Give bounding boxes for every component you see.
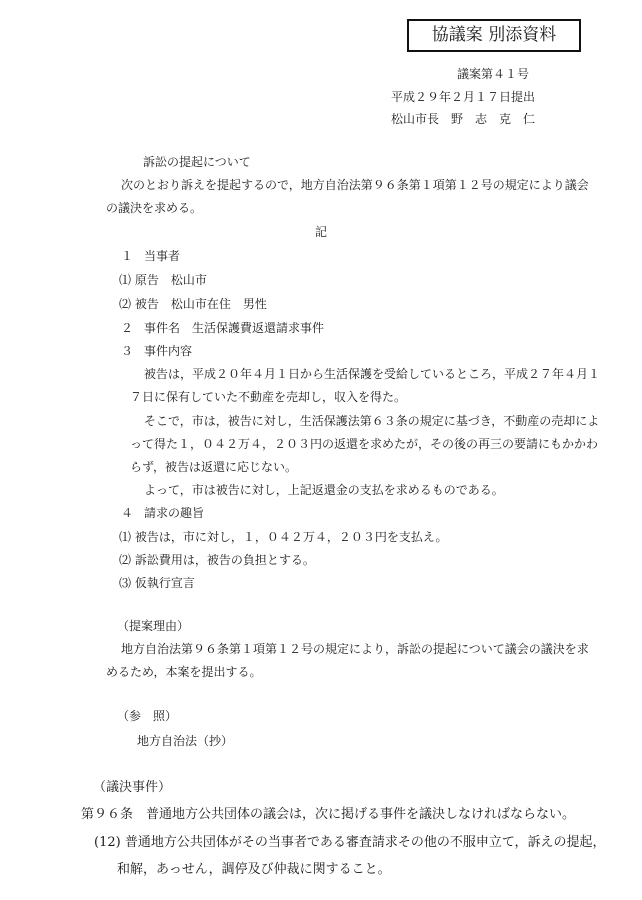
content-line: そこで，市は，被告に対し，生活保護法第６３条の規定に基づき，不動産の売却によ	[144, 414, 600, 428]
section-number: ２	[121, 321, 134, 335]
reference-heading: （参 照）	[117, 709, 178, 723]
reason-line: めるため，本案を提出する。	[106, 665, 262, 679]
excerpt-article: 第９６条 普通地方公共団体の議会は，次に掲げる事件を議決しなければならない。	[81, 807, 576, 822]
section-number: ４	[121, 506, 134, 520]
reason-line: 地方自治法第９６条第１項第１２号の規定により，訴訟の提起について議会の議決を求	[121, 642, 589, 656]
content-line: らず，被告は返還に応じない。	[130, 460, 298, 474]
section-heading: 当事者	[144, 249, 181, 263]
document-title: 訴訟の提起について	[143, 155, 251, 169]
claim-item: ⑴ 被告は，市に対し，１，０４２万４，２０３円を支払え。	[119, 530, 448, 544]
claim-item: ⑶ 仮執行宣言	[119, 576, 195, 590]
party-defendant: ⑵ 被告 松山市在住 男性	[119, 297, 267, 311]
ki-heading: 記	[314, 225, 327, 239]
section-number: ３	[121, 344, 134, 358]
reason-heading: （提案理由）	[117, 619, 190, 633]
content-line: よって，市は被告に対し，上記返還金の支払を求めるものである。	[144, 483, 504, 497]
party-plaintiff: ⑴ 原告 松山市	[119, 273, 207, 287]
section-heading: 事件名 生活保護費返還請求事件	[144, 321, 325, 335]
excerpt-item-line: 和解，あっせん，調停及び仲裁に関すること。	[117, 862, 391, 877]
section-heading: 請求の趣旨	[144, 506, 205, 520]
intro-line: の議決を求める。	[106, 201, 203, 215]
section-heading: 事件内容	[144, 344, 193, 358]
excerpt-heading: （議決事件）	[93, 780, 172, 795]
intro-line: 次のとおり訴えを提起するので，地方自治法第９６条第１項第１２号の規定により議会	[121, 178, 589, 192]
proposal-number: 議案第４１号	[457, 67, 530, 81]
excerpt-item-line: (12) 普通地方公共団体がその当事者である審査請求その他の不服申立て，訴えの提起，	[94, 835, 606, 850]
proposal-submitter: 松山市長 野 志 克 仁	[391, 112, 536, 126]
claim-item: ⑵ 訴訟費用は，被告の負担とする。	[119, 553, 315, 567]
content-line: 被告は，平成２０年４月１日から生活保護を受給しているところ，平成２７年４月１	[144, 367, 601, 381]
content-line: ７日に保有していた不動産を売却し，収入を得た。	[130, 390, 407, 404]
proposal-date: 平成２９年２月１７日提出	[391, 90, 536, 104]
reference-law: 地方自治法（抄）	[137, 734, 234, 748]
content-line: って得た１，０４２万４，２０３円の返還を求めたが，その後の再三の要請にもかかわ	[130, 437, 599, 451]
section-number: １	[121, 249, 134, 263]
document-label-box: 協議案 別添資料	[407, 19, 581, 52]
